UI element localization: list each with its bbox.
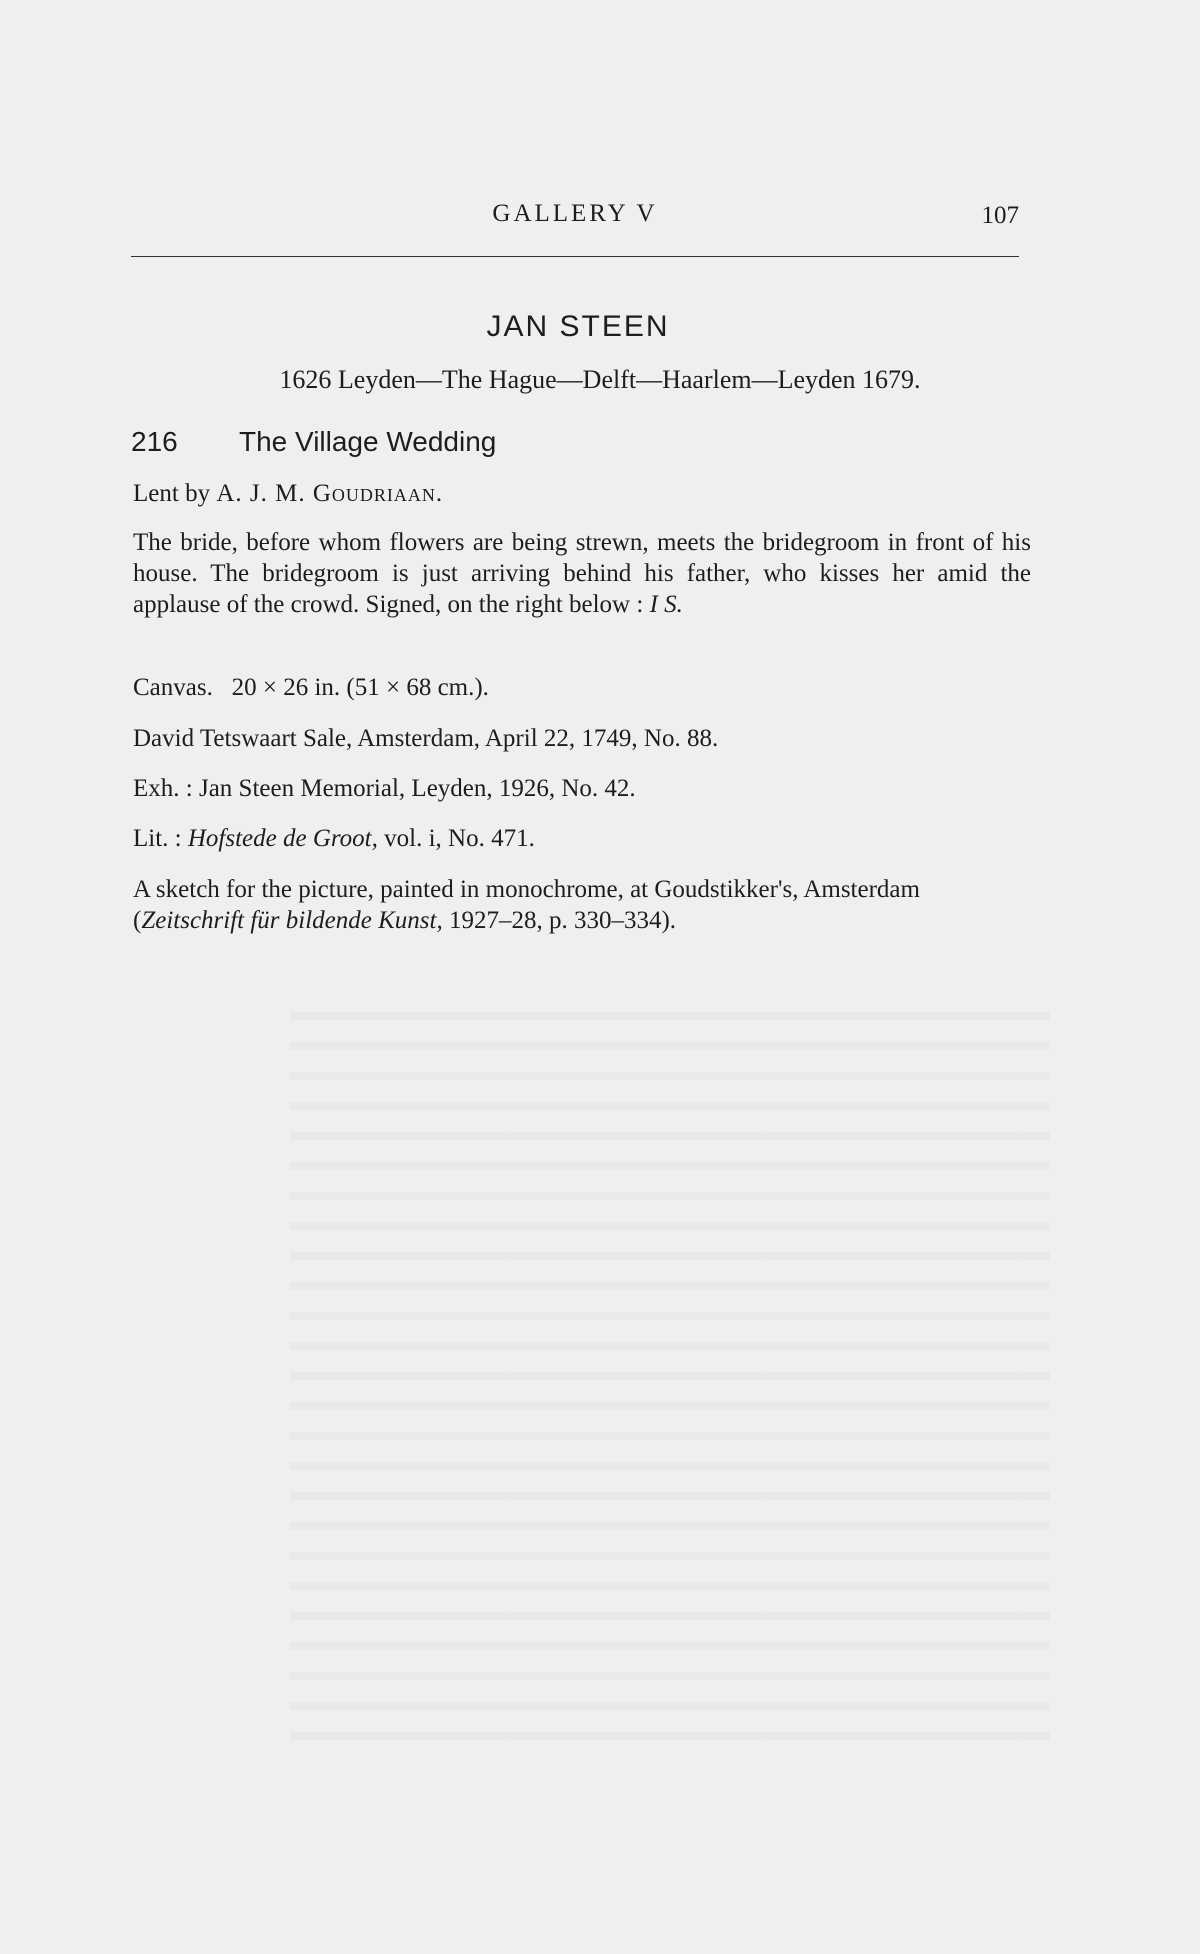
artist-dates: 1626 Leyden—The Hague—Delft—Haarlem—Leyden 1679. — [279, 365, 921, 394]
header-rule — [131, 256, 1019, 257]
sketch-journal: Zeitschrift für bildende Kunst, — [141, 907, 443, 934]
catalogue-number: 216 — [131, 426, 178, 457]
lit-reference: vol. i, No. 471. — [384, 825, 535, 852]
entry-heading — [131, 426, 1031, 466]
show-through-text — [290, 990, 1050, 1750]
literature-line — [133, 823, 1031, 854]
lent-prefix: Lent by — [133, 480, 211, 507]
description — [133, 527, 1031, 620]
exhibition-line: Exh. : Jan Steen Memorial, Leyden, 1926, No. 42. — [133, 775, 636, 802]
running-head — [131, 200, 1019, 232]
lit-author: Hofstede de Groot, — [187, 825, 378, 852]
lit-prefix: Lit. : — [133, 825, 182, 852]
sketch-text: A sketch for the picture, painted in monochrome, at Goudstikker's, Amsterdam ( — [133, 876, 920, 934]
signature-mark: I S. — [649, 591, 683, 618]
artist-name: JAN STEEN — [486, 310, 670, 343]
gallery-title: GALLERY V — [492, 200, 658, 227]
painting-title: The Village Wedding — [239, 426, 497, 457]
description-text: The bride, before whom flowers are being strewn, meets the bridegroom in front of his house. The bridegroom is just arriving behind his father, who kisses her amid the applause of the crowd. Signed, on the right below : — [133, 529, 1031, 618]
sketch-note — [133, 874, 1031, 936]
medium-dimensions: Canvas. 20 × 26 in. (51 × 68 cm.). — [133, 674, 489, 701]
provenance-sale: David Tetswaart Sale, Amsterdam, April 22, 1749, No. 88. — [133, 725, 719, 752]
page-number: 107 — [981, 202, 1019, 229]
lender-line — [133, 478, 1031, 509]
lender-name: A. J. M. Goudriaan. — [216, 480, 444, 507]
sketch-reference: 1927–28, p. 330–334). — [448, 907, 677, 934]
